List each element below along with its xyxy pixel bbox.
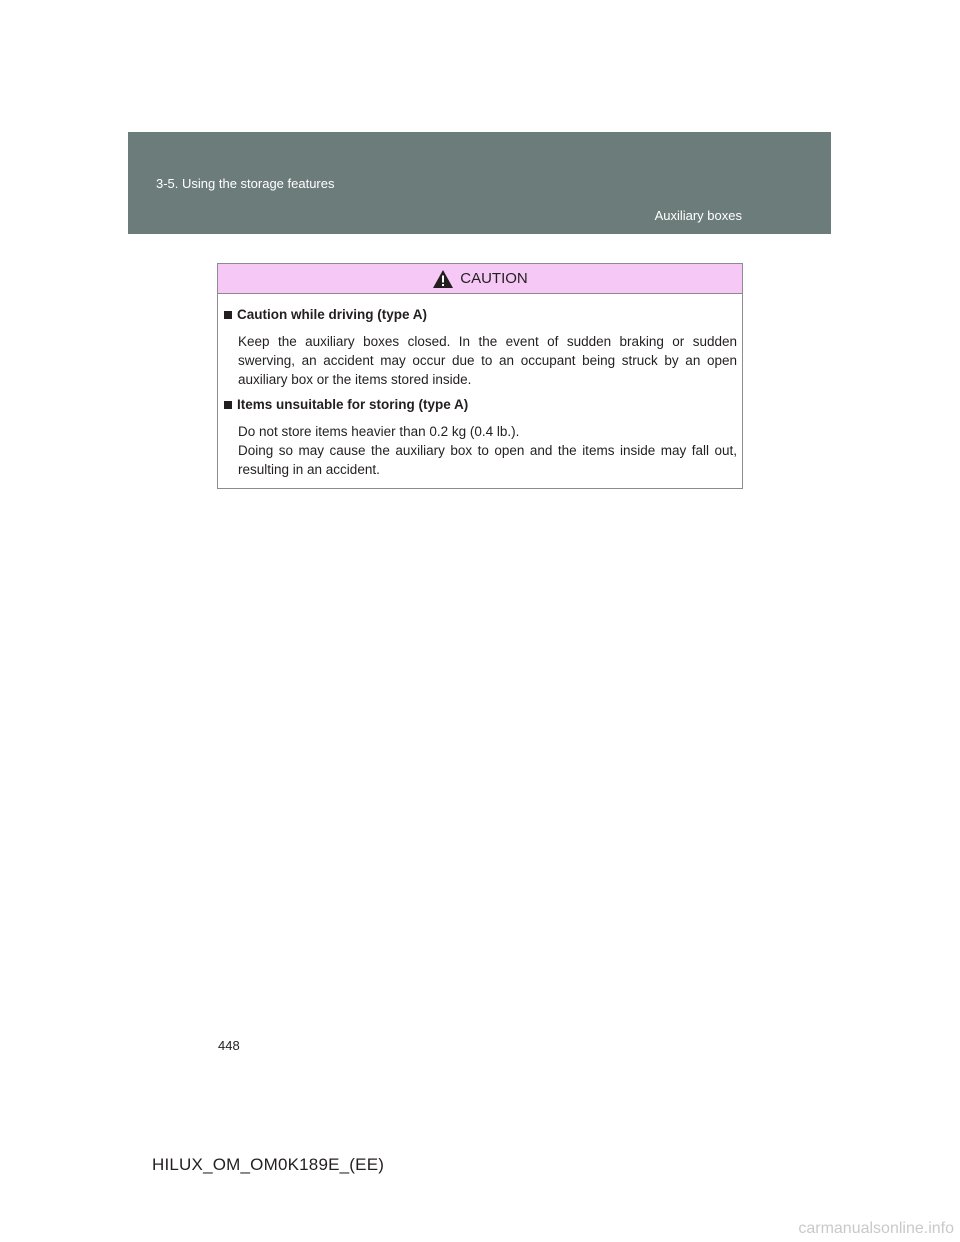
watermark: carmanualsonline.info bbox=[798, 1220, 954, 1237]
caution-item bbox=[224, 396, 737, 479]
caution-item-heading: Caution while driving (type A) bbox=[237, 307, 428, 322]
document-code: HILUX_OM_OM0K189E_(EE) bbox=[152, 1155, 385, 1174]
page-topic: Auxiliary boxes bbox=[654, 208, 742, 223]
square-bullet-icon bbox=[224, 401, 232, 409]
warning-triangle-icon bbox=[432, 269, 454, 289]
square-bullet-icon bbox=[224, 311, 232, 319]
caution-item-text: Do not store items heavier than 0.2 kg (0.4 lb.). bbox=[238, 424, 520, 439]
caution-body bbox=[218, 294, 742, 479]
caution-item-text: Keep the auxiliary boxes closed. In the event of sudden braking or sudden swerving, an accident may occur due to an occupant being struck by an open auxiliary box or the items stored inside. bbox=[238, 334, 737, 387]
caution-box bbox=[217, 263, 743, 489]
caution-item-heading: Items unsuitable for storing (type A) bbox=[237, 397, 469, 412]
page-number: 448 bbox=[218, 1038, 240, 1053]
caution-item-text: Doing so may cause the auxiliary box to open and the items inside may fall out, resulting in an accident. bbox=[238, 443, 737, 477]
caution-header bbox=[218, 264, 742, 294]
caution-item bbox=[224, 306, 737, 389]
caution-title: CAUTION bbox=[460, 270, 528, 287]
section-title: 3-5. Using the storage features bbox=[156, 176, 335, 191]
